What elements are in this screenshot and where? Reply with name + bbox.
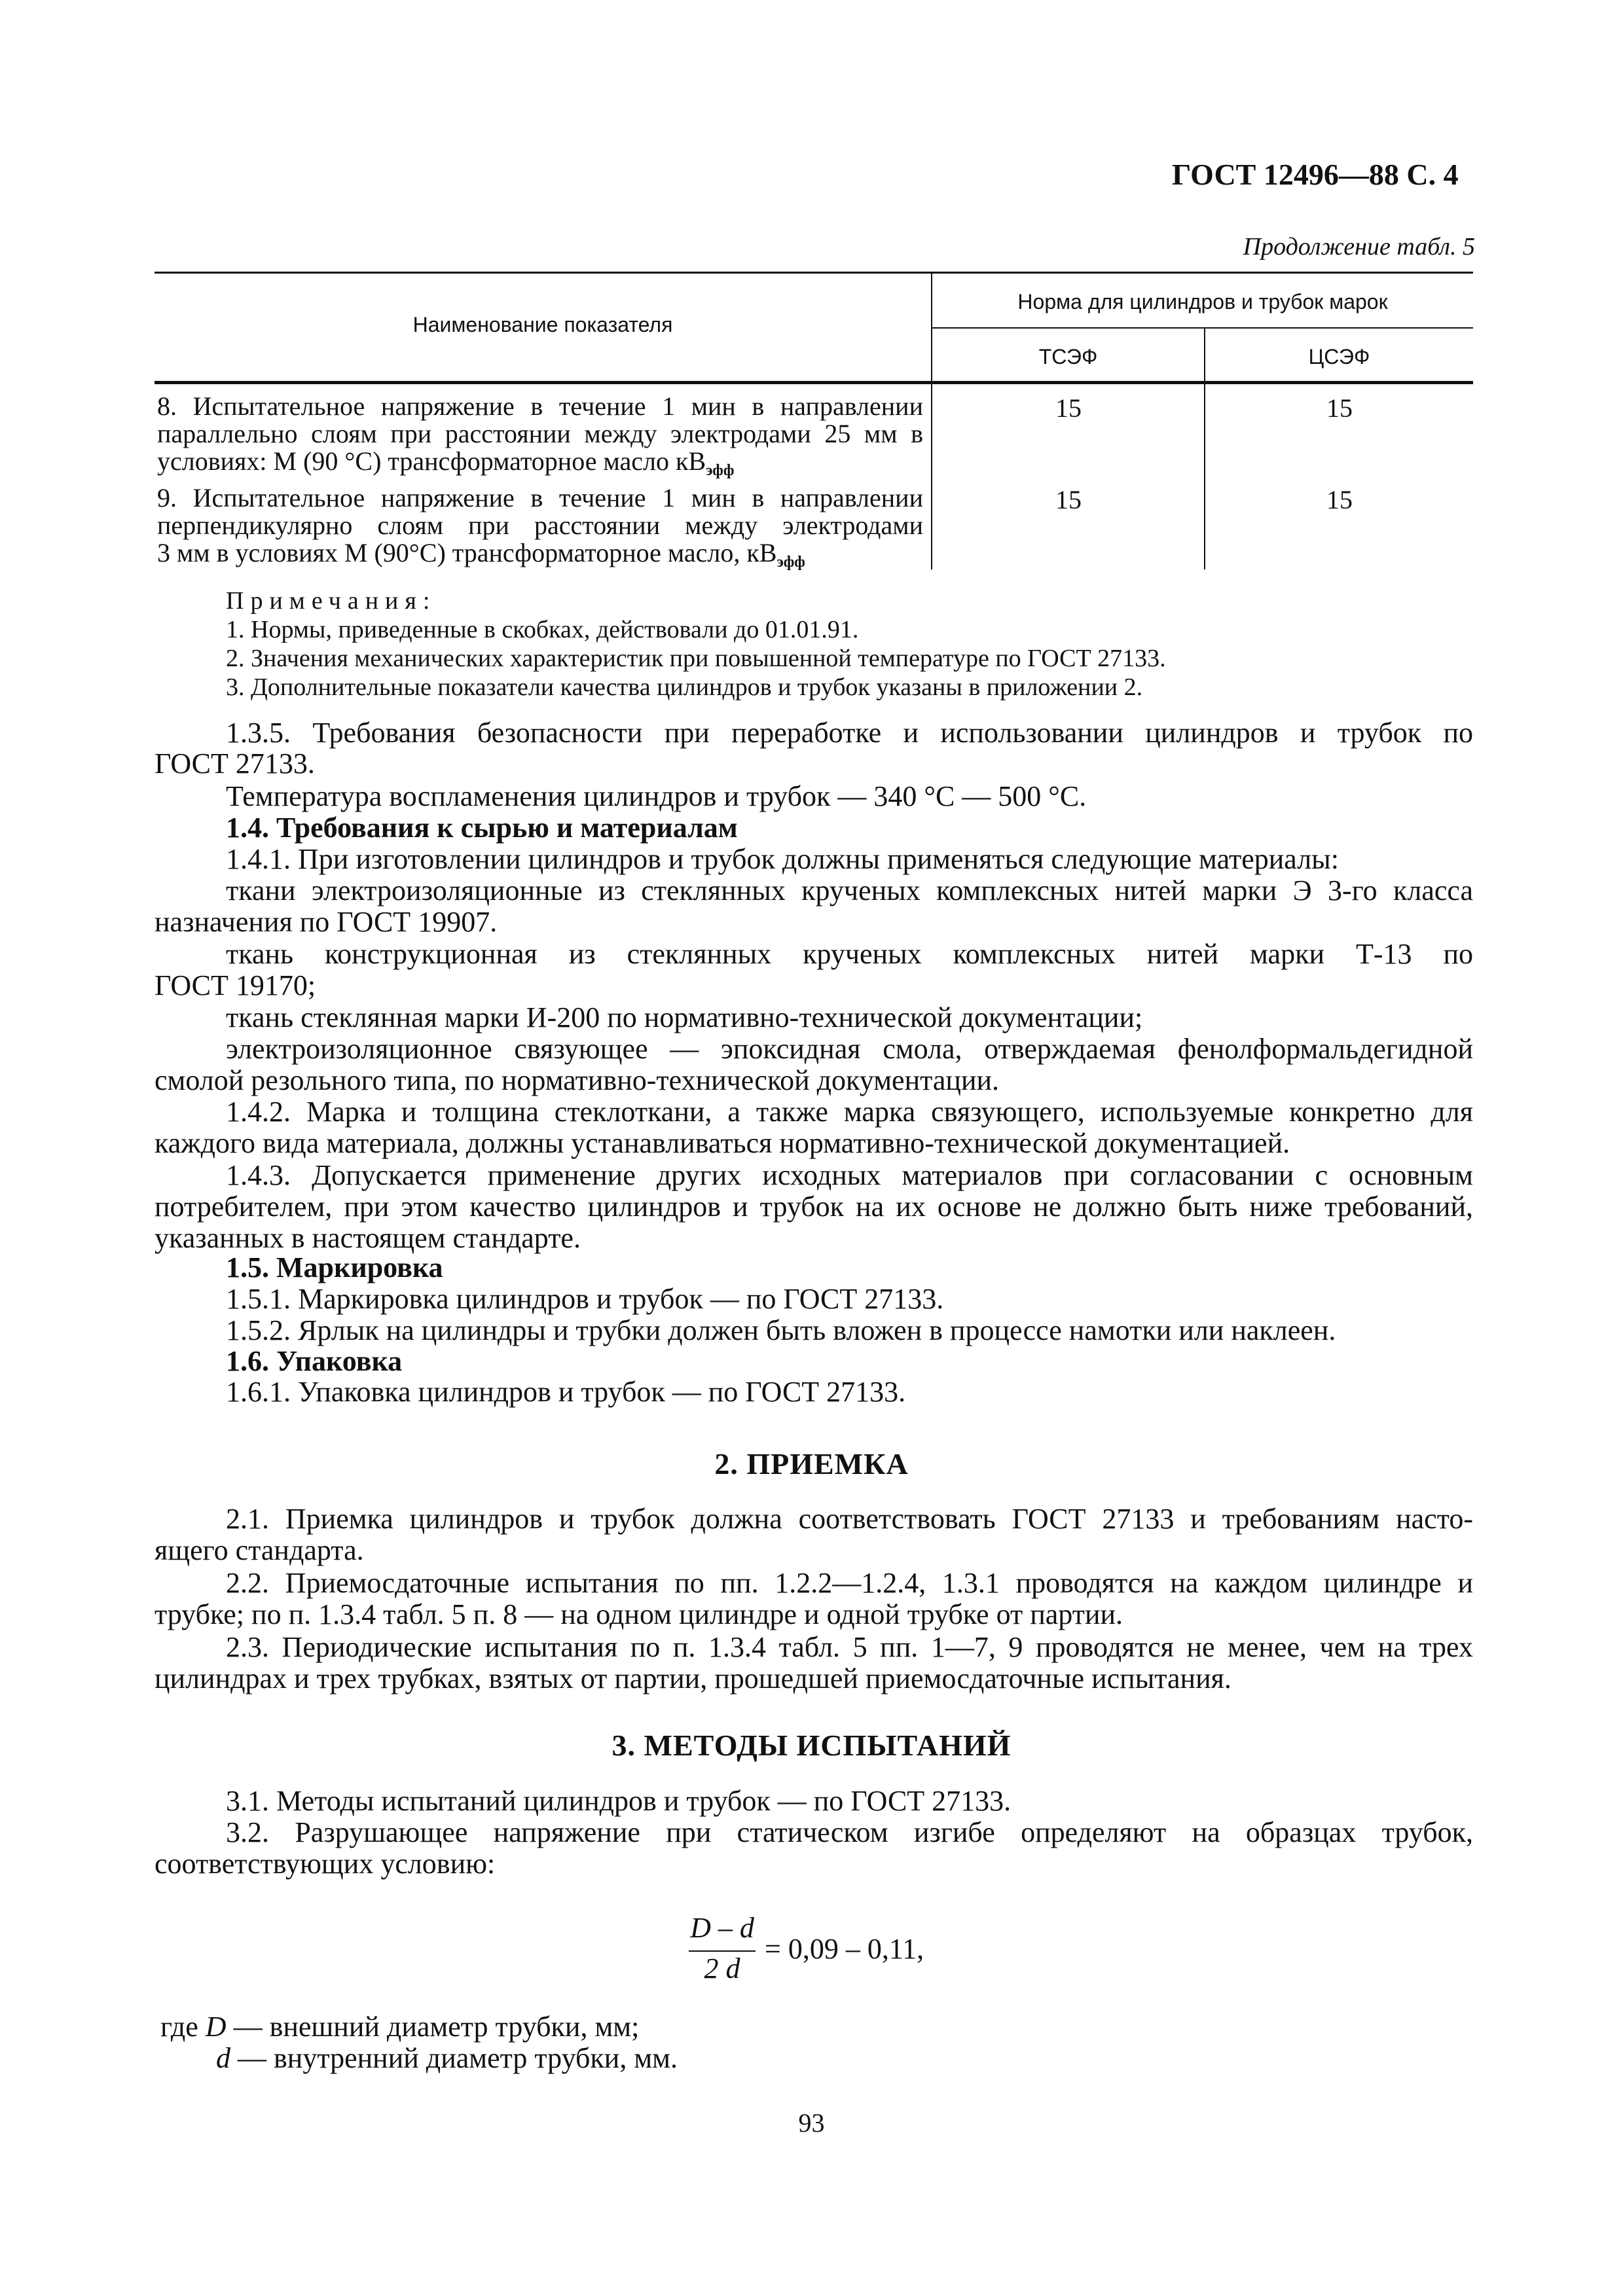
table-row-9-tsef: 15: [1055, 485, 1082, 514]
para-1-4-3-line-3: указанных в настоящем стандарте.: [155, 1222, 581, 1254]
table-row-9-line-1: 9. Испытательное напряжение в течение 1 мин в направлении: [157, 483, 923, 512]
table-row-9-line-3: [157, 538, 923, 571]
para-3-1: 3.1. Методы испытаний цилиндров и трубок — по ГОСТ 27133.: [226, 1785, 1012, 1817]
var-d: d: [216, 2042, 230, 2074]
para-1-5-2: 1.5.2. Ярлык на цилиндры и трубки должен быть вложен в процессе намотки или наклеен.: [226, 1314, 1336, 1346]
para-2-3-line-1: 2.3. Периодические испытания по п. 1.3.4 табл. 5 пп. 1—7, 9 проводятся не менее, чем на трех: [226, 1631, 1473, 1663]
table-row-9-line-2: перпендикулярно слоям при расстоянии между электродами: [157, 511, 923, 540]
table-row-8-line-3-text: условиях: М (90 °С) трансформаторное масло кВ: [157, 446, 706, 476]
para-2-1-line-2: ящего стандарта.: [155, 1534, 364, 1566]
formula-numerator: D – d: [690, 1912, 754, 1944]
para-1-3-5-line-2: ГОСТ 27133.: [155, 747, 315, 780]
table-top-rule: [155, 272, 1473, 274]
material-4-line-2: смолой резольного типа, по нормативно-технической документации.: [155, 1064, 1000, 1096]
unit-subscript: эфф: [706, 462, 735, 479]
table-header-divider: [932, 327, 1473, 329]
formula-denominator: 2 d: [704, 1952, 740, 1984]
formula-rhs: = 0,09 – 0,11,: [765, 1933, 924, 1965]
material-1-line-2: назначения по ГОСТ 19907.: [155, 906, 498, 938]
material-2-line-2: ГОСТ 19170;: [155, 969, 316, 1001]
where-2-text: — внутренний диаметр трубки, мм.: [230, 2042, 678, 2074]
table-row-8-line-1: 8. Испытательное напряжение в течение 1 мин в направлении: [157, 391, 923, 421]
table-row-8-line-2: параллельно слоям при расстоянии между электродами 25 мм в: [157, 419, 923, 448]
section-2-heading: 2. ПРИЕМКА: [714, 1447, 909, 1480]
para-1-3-5-line-3: Температура воспламенения цилиндров и трубок — 340 °С — 500 °С.: [226, 780, 1087, 812]
unit-subscript: эфф: [776, 554, 805, 571]
where-prefix: где: [160, 2011, 206, 2043]
material-3: ткань стеклянная марки И-200 по нормативно-технической документации;: [226, 1001, 1143, 1033]
para-1-4-3-line-2: потребителем, при этом качество цилиндров и трубок на их основе не должно быть ниже требований,: [155, 1191, 1473, 1223]
para-2-1-line-1: 2.1. Приемка цилиндров и трубок должна соответствовать ГОСТ 27133 и требованиям насто-: [226, 1503, 1473, 1535]
table-row-9-line-3-text: 3 мм в условиях М (90°С) трансформаторное масло, кВ: [157, 538, 777, 567]
table-header-bottom-rule: [155, 381, 1473, 384]
heading-1-6: 1.6. Упаковка: [226, 1345, 403, 1377]
var-D: D: [205, 2011, 227, 2043]
para-2-2-line-2: трубке; по п. 1.3.4 табл. 5 п. 8 — на одном цилиндре и одной трубке от партии.: [155, 1598, 1123, 1630]
para-1-4-2-line-2: каждого вида материала, должны устанавливаться нормативно-технической документацией.: [155, 1127, 1290, 1159]
table-row-9-name: [157, 483, 923, 571]
heading-1-4: 1.4. Требования к сырью и материалам: [226, 812, 738, 844]
section-3-heading: 3. МЕТОДЫ ИСПЫТАНИЙ: [611, 1729, 1012, 1762]
table-header-name: Наименование показателя: [412, 313, 673, 336]
where-line-2: [216, 2042, 678, 2075]
table-row-8-tssef: 15: [1326, 393, 1353, 423]
note-2: 2. Значения механических характеристик при повышенной температуре по ГОСТ 27133.: [226, 645, 1166, 672]
para-3-2-line-2: соответствующих условию:: [155, 1848, 496, 1880]
para-2-2-line-1: 2.2. Приемосдаточные испытания по пп. 1.2.2—1.2.4, 1.3.1 проводятся на каждом цилиндре и: [226, 1567, 1473, 1599]
note-1: 1. Нормы, приведенные в скобках, действовали до 01.01.91.: [226, 616, 859, 643]
page-number: 93: [798, 2108, 825, 2138]
where-line-1: [160, 2011, 639, 2043]
table-continuation-note: Продолжение табл. 5: [1243, 233, 1475, 260]
table-row-8-name: [157, 391, 923, 479]
para-1-4-2-line-1: 1.4.2. Марка и толщина стеклоткани, а также марка связующего, используемые конкретно для: [226, 1096, 1473, 1128]
table-row-9-tssef: 15: [1326, 485, 1353, 514]
para-3-2-line-1: 3.2. Разрушающее напряжение при статическом изгибе определяют на образцах трубок,: [226, 1816, 1473, 1848]
material-4-line-1: электроизоляционное связующее — эпоксидная смола, отверждаемая фенолформальдегидной: [226, 1033, 1473, 1065]
table-header-tsef: ТСЭФ: [1038, 345, 1098, 368]
heading-1-5: 1.5. Маркировка: [226, 1251, 443, 1283]
note-3: 3. Дополнительные показатели качества цилиндров и трубок указаны в приложении 2.: [226, 673, 1143, 701]
para-1-4-1: 1.4.1. При изготовлении цилиндров и трубок должны применяться следующие материалы:: [226, 843, 1339, 875]
document-header: ГОСТ 12496—88 С. 4: [1172, 158, 1459, 191]
para-1-3-5-line-1: 1.3.5. Требования безопасности при переработке и использовании цилиндров и трубок по: [226, 717, 1473, 749]
table-col-divider-1: [931, 272, 932, 569]
para-1-6-1: 1.6.1. Упаковка цилиндров и трубок — по ГОСТ 27133.: [226, 1376, 906, 1408]
para-2-3-line-2: цилиндрах и трех трубках, взятых от партии, прошедшей приемосдаточные испытания.: [155, 1662, 1231, 1695]
material-2-line-1: ткань конструкционная из стеклянных крученых комплексных нитей марки Т-13 по: [226, 938, 1473, 970]
para-1-4-3-line-1: 1.4.3. Допускается применение других исходных материалов при согласовании с основным: [226, 1159, 1473, 1191]
where-1-text: — внешний диаметр трубки, мм;: [226, 2011, 640, 2043]
table-row-8-line-3: [157, 446, 923, 479]
material-1-line-1: ткани электроизоляционные из стеклянных крученых комплексных нитей марки Э 3-го класса: [226, 874, 1473, 906]
notes-heading: Примечания:: [226, 587, 437, 615]
table-header-tssef: ЦСЭФ: [1308, 345, 1370, 368]
table-row-8-tsef: 15: [1055, 393, 1082, 423]
para-1-5-1: 1.5.1. Маркировка цилиндров и трубок — по ГОСТ 27133.: [226, 1283, 944, 1315]
table-header-norm: Норма для цилиндров и трубок марок: [1017, 290, 1388, 314]
